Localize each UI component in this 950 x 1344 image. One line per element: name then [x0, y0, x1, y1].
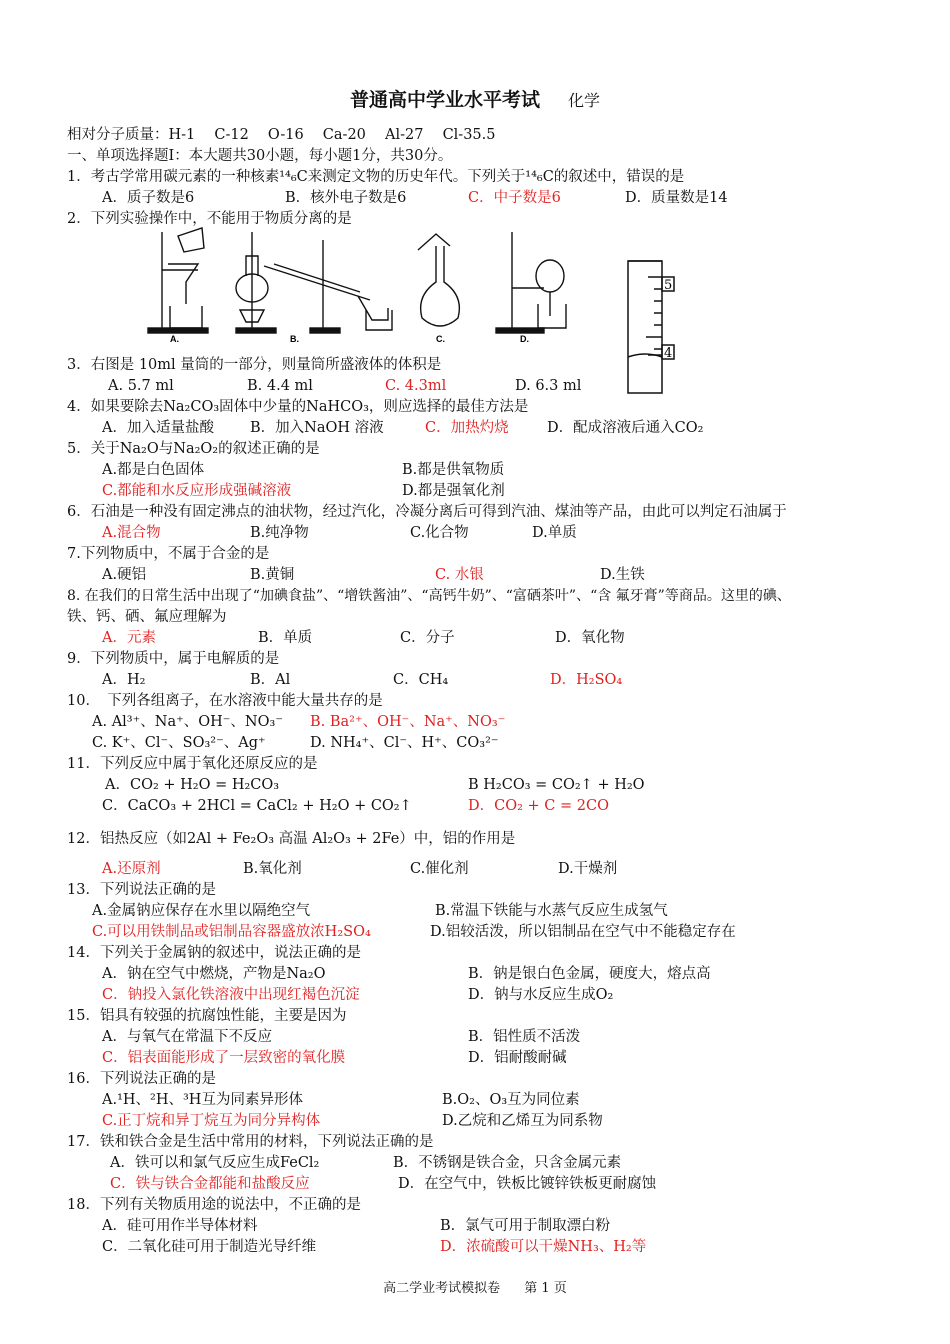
q9-option-b: B．Al [250, 672, 291, 688]
q7-option-c: C. 水银 [435, 567, 484, 583]
subject-label: 化学 [568, 91, 601, 110]
q11-option-c: C．CaCO₃ + 2HCl = CaCl₂ + H₂O + CO₂↑ [102, 798, 412, 814]
apparatus-label-c: C. [436, 334, 445, 344]
question-15: 15．铝具有较强的抗腐蚀性能，主要是因为 [67, 1008, 347, 1024]
q13-option-d: D.铝较活泼，所以铝制品在空气中不能稳定存在 [430, 924, 736, 940]
question-5: 5．关于Na₂O与Na₂O₂的叙述正确的是 [67, 441, 320, 457]
q1-option-a: A．质子数是6 [102, 190, 195, 206]
q4-option-b: B．加入NaOH 溶液 [250, 420, 384, 436]
apparatus-label-b: B. [290, 334, 299, 344]
question-10: 10． 下列各组离子，在水溶液中能大量共存的是 [67, 693, 383, 709]
q6-option-b: B.纯净物 [250, 525, 309, 541]
q18-option-a: A．硅可用作半导体材料 [102, 1218, 258, 1234]
q11-option-b: B H₂CO₃ = CO₂↑ + H₂O [468, 777, 645, 793]
q7-option-b: B.黄铜 [250, 567, 295, 583]
q6-option-a: A.混合物 [102, 525, 161, 541]
q15-option-c: C．铝表面能形成了一层致密的氧化膜 [102, 1050, 346, 1066]
q10-option-b: B. Ba²⁺、OH⁻、Na⁺、NO₃⁻ [310, 714, 506, 730]
q6-option-d: D.单质 [532, 525, 577, 541]
q16-option-c: C.正丁烷和异丁烷互为同分异构体 [102, 1113, 321, 1129]
cylinder-mark-5: 5 [664, 278, 673, 293]
q15-option-d: D．铝耐酸耐碱 [468, 1050, 567, 1066]
question-2: 2．下列实验操作中，不能用于物质分离的是 [67, 211, 352, 227]
footer-title: 高二学业考试模拟卷 [383, 1281, 501, 1296]
q9-option-a: A．H₂ [102, 672, 146, 688]
q10-option-c: C. K⁺、Cl⁻、SO₃²⁻、Ag⁺ [92, 735, 266, 751]
q3-option-c: C. 4.3ml [385, 378, 447, 394]
question-1: 1．考古学常用碳元素的一种核素¹⁴₆C来测定文物的历史年代。下列关于¹⁴₆C的叙述中，错误的是 [67, 169, 685, 185]
footer-page-number: 第 1 页 [524, 1281, 567, 1296]
question-18: 18．下列有关物质用途的说法中，不正确的是 [67, 1197, 361, 1213]
apparatus-figure [140, 226, 580, 346]
q14-option-b: B．钠是银白色金属，硬度大，熔点高 [468, 966, 711, 982]
page-title: 普通高中学业水平考试 化学 [349, 89, 601, 111]
q8-option-c: C．分子 [400, 630, 455, 646]
q11-option-d: D．CO₂ + C = 2CO [468, 798, 609, 814]
question-12: 12．铝热反应（如2Al + Fe₂O₃ 高温 Al₂O₃ + 2Fe）中，铝的作用是 [67, 831, 516, 847]
q8-option-b: B．单质 [258, 630, 313, 646]
question-9: 9．下列物质中，属于电解质的是 [67, 651, 280, 667]
question-13: 13．下列说法正确的是 [67, 882, 216, 898]
q3-option-b: B. 4.4 ml [247, 378, 313, 394]
q1-option-d: D．质量数是14 [625, 190, 728, 206]
q17-option-c: C．铁与铁合金都能和盐酸反应 [110, 1176, 310, 1192]
question-11: 11．下列反应中属于氧化还原反应的是 [67, 756, 318, 772]
q4-option-d: D．配成溶液后通入CO₂ [547, 420, 704, 436]
q13-option-b: B.常温下铁能与水蒸气反应生成氢气 [435, 903, 668, 919]
q12-option-d: D.干燥剂 [558, 861, 618, 877]
q14-option-d: D．钠与水反应生成O₂ [468, 987, 614, 1003]
q6-option-c: C.化合物 [410, 525, 469, 541]
question-3: 3．右图是 10ml 量筒的一部分，则量筒所盛液体的体积是 [67, 357, 442, 373]
atomic-mass-line: 相对分子质量：H-1 C-12 O-16 Ca-20 Al-27 Cl-35.5 [67, 127, 496, 143]
question-7: 7.下列物质中，不属于合金的是 [67, 546, 270, 562]
q18-option-d: D．浓硫酸可以干燥NH₃、H₂等 [440, 1239, 647, 1255]
q5-option-d: D.都是强氧化剂 [402, 483, 505, 499]
section-heading: 一、单项选择题Ⅰ：本大题共30小题，每小题1分，共30分。 [67, 148, 453, 164]
apparatus-label-d: D. [520, 334, 529, 344]
q17-option-b: B．不锈钢是铁合金，只含金属元素 [393, 1155, 622, 1171]
question-8: 8. 在我们的日常生活中出现了“加碘食盐”、“增铁酱油”、“高钙牛奶”、“富硒茶叶”、“含 氟牙膏”等商品。这里的碘、 [67, 588, 791, 604]
q8-option-d: D．氧化物 [555, 630, 625, 646]
q14-option-c: C．钠投入氯化铁溶液中出现红褐色沉淀 [102, 987, 360, 1003]
q18-option-c: C．二氧化硅可用于制造光导纤维 [102, 1239, 317, 1255]
q16-option-d: D.乙烷和乙烯互为同系物 [442, 1113, 603, 1129]
q16-option-a: A.¹H、²H、³H互为同素异形体 [102, 1092, 303, 1108]
q5-option-a: A.都是白色固体 [102, 462, 205, 478]
q12-option-a: A.还原剂 [102, 861, 161, 877]
q9-option-c: C．CH₄ [393, 672, 449, 688]
q8-option-a: A．元素 [102, 630, 156, 646]
q12-option-b: B.氧化剂 [243, 861, 302, 877]
q1-option-b: B．核外电子数是6 [285, 190, 407, 206]
apparatus-label-a: A. [170, 334, 179, 344]
q9-option-d: D．H₂SO₄ [550, 672, 623, 688]
q12-option-c: C.催化剂 [410, 861, 469, 877]
q17-option-a: A．铁可以和氯气反应生成FeCl₂ [110, 1155, 320, 1171]
question-14: 14．下列关于金属钠的叙述中，说法正确的是 [67, 945, 361, 961]
graduated-cylinder-figure [618, 255, 690, 401]
q7-option-a: A.硬铝 [102, 567, 147, 583]
q3-option-a: A. 5.7 ml [108, 378, 174, 394]
question-17: 17．铁和铁合金是生活中常用的材料，下列说法正确的是 [67, 1134, 434, 1150]
q4-option-c: C．加热灼烧 [425, 420, 509, 436]
q4-option-a: A．加入适量盐酸 [102, 420, 214, 436]
q11-option-a: A．CO₂ + H₂O = H₂CO₃ [105, 777, 280, 793]
question-16: 16．下列说法正确的是 [67, 1071, 216, 1087]
cylinder-mark-4: 4 [664, 346, 673, 361]
q13-option-c: C.可以用铁制品或铝制品容器盛放浓H₂SO₄ [92, 924, 371, 940]
q5-option-b: B.都是供氧物质 [402, 462, 505, 478]
page-footer [0, 1277, 950, 1296]
q15-option-b: B．铝性质不活泼 [468, 1029, 581, 1045]
question-6: 6．石油是一种没有固定沸点的油状物，经过汽化，冷凝分离后可得到汽油、煤油等产品，由此可以判定石油属于 [67, 504, 787, 520]
q10-option-a: A. Al³⁺、Na⁺、OH⁻、NO₃⁻ [92, 714, 283, 730]
q14-option-a: A．钠在空气中燃烧，产物是Na₂O [102, 966, 326, 982]
q15-option-a: A．与氧气在常温下不反应 [102, 1029, 272, 1045]
q1-option-c: C．中子数是6 [468, 190, 561, 206]
q13-option-a: A.金属钠应保存在水里以隔绝空气 [92, 903, 311, 919]
question-4: 4．如果要除去Na₂CO₃固体中少量的NaHCO₃，则应选择的最佳方法是 [67, 399, 529, 415]
q16-option-b: B.O₂、O₃互为同位素 [442, 1092, 580, 1108]
q5-option-c: C.都能和水反应形成强碱溶液 [102, 483, 292, 499]
q3-option-d: D. 6.3 ml [515, 378, 582, 394]
q7-option-d: D.生铁 [600, 567, 645, 583]
q18-option-b: B．氯气可用于制取漂白粉 [440, 1218, 611, 1234]
q10-option-d: D. NH₄⁺、Cl⁻、H⁺、CO₃²⁻ [310, 735, 499, 751]
question-8-cont: 铁、钙、硒、氟应理解为 [67, 609, 227, 625]
q17-option-d: D．在空气中，铁板比镀锌铁板更耐腐蚀 [398, 1176, 657, 1192]
